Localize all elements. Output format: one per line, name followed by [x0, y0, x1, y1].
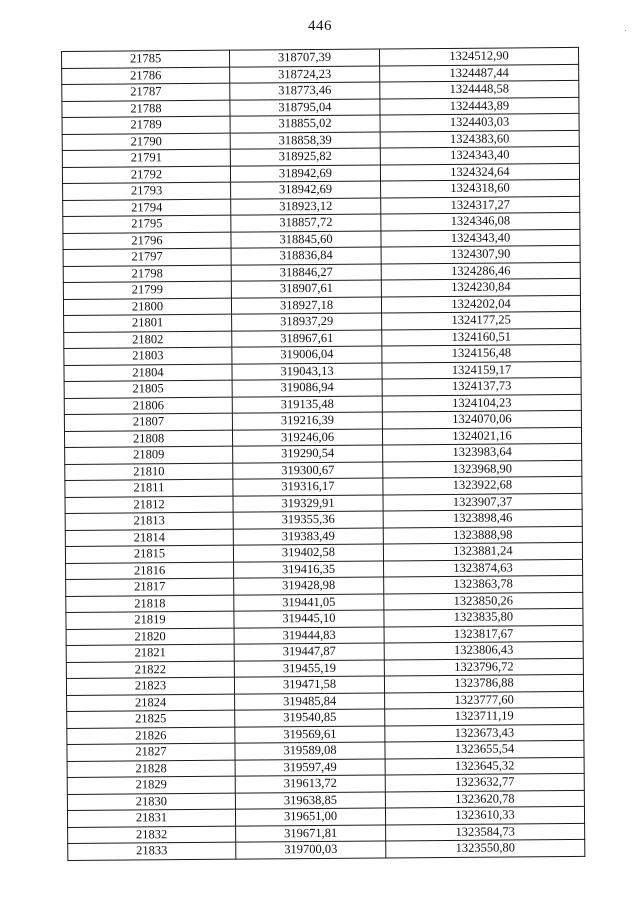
point-number-cell: 21797: [63, 248, 231, 266]
point-number-cell: 21815: [65, 545, 233, 563]
x-coordinate-cell: 319455,19: [234, 659, 384, 677]
y-coordinate-cell: 1324318,60: [381, 179, 580, 197]
x-coordinate-cell: 319216,39: [232, 412, 382, 430]
x-coordinate-cell: 319135,48: [232, 395, 382, 413]
x-coordinate-cell: 318925,82: [230, 148, 380, 166]
point-number-cell: 21798: [63, 265, 231, 283]
x-coordinate-cell: 319086,94: [232, 379, 382, 397]
y-coordinate-cell: 1323786,88: [384, 674, 583, 692]
point-number-cell: 21832: [68, 826, 236, 844]
point-number-cell: 21806: [64, 397, 232, 415]
point-number-cell: 21821: [66, 644, 234, 662]
point-number-cell: 21828: [67, 760, 235, 778]
x-coordinate-cell: 319485,84: [235, 692, 385, 710]
point-number-cell: 21801: [64, 314, 232, 332]
y-coordinate-cell: 1324307,90: [381, 245, 580, 263]
y-coordinate-cell: 1324137,73: [382, 377, 581, 395]
point-number-cell: 21804: [64, 364, 232, 382]
x-coordinate-cell: 319445,10: [234, 610, 384, 628]
x-coordinate-cell: 319700,03: [236, 841, 386, 859]
point-number-cell: 21833: [68, 842, 236, 860]
y-coordinate-cell: 1324070,06: [382, 410, 581, 428]
point-number-cell: 21823: [66, 677, 234, 695]
x-coordinate-cell: 319589,08: [235, 742, 385, 760]
y-coordinate-cell: 1323620,78: [385, 790, 584, 808]
point-number-cell: 21785: [62, 50, 230, 68]
x-coordinate-cell: 318858,39: [230, 131, 380, 149]
point-number-cell: 21803: [64, 347, 232, 365]
point-number-cell: 21829: [67, 776, 235, 794]
y-coordinate-cell: 1324156,48: [382, 344, 581, 362]
y-coordinate-cell: 1324159,17: [382, 361, 581, 379]
point-number-cell: 21822: [66, 661, 234, 679]
x-coordinate-cell: 318937,29: [232, 313, 382, 331]
x-coordinate-cell: 319597,49: [235, 758, 385, 776]
y-coordinate-cell: 1324324,64: [380, 163, 579, 181]
x-coordinate-cell: 318855,02: [230, 115, 380, 133]
point-number-cell: 21790: [62, 133, 230, 151]
y-coordinate-cell: 1324286,46: [381, 262, 580, 280]
y-coordinate-cell: 1324317,27: [381, 196, 580, 214]
point-number-cell: 21825: [67, 710, 235, 728]
point-number-cell: 21817: [66, 578, 234, 596]
y-coordinate-cell: 1323777,60: [385, 691, 584, 709]
point-number-cell: 21792: [62, 166, 230, 184]
y-coordinate-cell: 1323881,24: [383, 542, 582, 560]
y-coordinate-cell: 1323645,32: [385, 757, 584, 775]
x-coordinate-cell: 318857,72: [231, 214, 381, 232]
y-coordinate-cell: 1323888,98: [383, 526, 582, 544]
x-coordinate-cell: 319569,61: [235, 725, 385, 743]
x-coordinate-cell: 318923,12: [231, 197, 381, 215]
y-coordinate-cell: 1323968,90: [383, 460, 582, 478]
y-coordinate-cell: 1323922,68: [383, 476, 582, 494]
point-number-cell: 21802: [64, 331, 232, 349]
x-coordinate-cell: 319613,72: [235, 775, 385, 793]
y-coordinate-cell: 1323673,43: [385, 724, 584, 742]
point-number-cell: 21808: [64, 430, 232, 448]
x-coordinate-cell: 319651,00: [235, 808, 385, 826]
point-number-cell: 21826: [67, 727, 235, 745]
point-number-cell: 21786: [62, 67, 230, 85]
coordinates-table: [61, 47, 585, 861]
x-coordinate-cell: 318845,60: [231, 230, 381, 248]
x-coordinate-cell: 319471,58: [234, 676, 384, 694]
point-number-cell: 21799: [63, 281, 231, 299]
x-coordinate-cell: 319043,13: [232, 362, 382, 380]
point-number-cell: 21809: [65, 446, 233, 464]
x-coordinate-cell: 319329,91: [233, 494, 383, 512]
point-number-cell: 21827: [67, 743, 235, 761]
point-number-cell: 21800: [63, 298, 231, 316]
y-coordinate-cell: 1323550,80: [386, 839, 585, 857]
point-number-cell: 21807: [64, 413, 232, 431]
y-coordinate-cell: 1323655,54: [385, 740, 584, 758]
y-coordinate-cell: 1324443,89: [380, 97, 579, 115]
x-coordinate-cell: 319300,67: [233, 461, 383, 479]
y-coordinate-cell: 1324487,44: [380, 64, 579, 82]
y-coordinate-cell: 1323907,37: [383, 493, 582, 511]
y-coordinate-cell: 1324343,40: [381, 229, 580, 247]
x-coordinate-cell: 319416,35: [234, 560, 384, 578]
y-coordinate-cell: 1323806,43: [384, 641, 583, 659]
y-coordinate-cell: 1324448,58: [380, 80, 579, 98]
x-coordinate-cell: 319290,54: [233, 445, 383, 463]
point-number-cell: 21820: [66, 628, 234, 646]
point-number-cell: 21796: [63, 232, 231, 250]
y-coordinate-cell: 1324403,03: [380, 113, 579, 131]
x-coordinate-cell: 319246,06: [232, 428, 382, 446]
page-number: 446: [308, 18, 332, 34]
x-coordinate-cell: 319428,98: [234, 577, 384, 595]
x-coordinate-cell: 318795,04: [230, 98, 380, 116]
point-number-cell: 21818: [66, 595, 234, 613]
x-coordinate-cell: 318927,18: [231, 296, 381, 314]
y-coordinate-cell: 1323850,26: [384, 592, 583, 610]
x-coordinate-cell: 319383,49: [233, 527, 383, 545]
point-number-cell: 21813: [65, 512, 233, 530]
point-number-cell: 21830: [67, 793, 235, 811]
point-number-cell: 21816: [66, 562, 234, 580]
x-coordinate-cell: 318773,46: [230, 82, 380, 100]
y-coordinate-cell: 1324383,60: [380, 130, 579, 148]
x-coordinate-cell: 318836,84: [231, 247, 381, 265]
point-number-cell: 21794: [63, 199, 231, 217]
y-coordinate-cell: 1323796,72: [384, 658, 583, 676]
y-coordinate-cell: 1323835,80: [384, 608, 583, 626]
y-coordinate-cell: 1324343,40: [380, 146, 579, 164]
x-coordinate-cell: 319447,87: [234, 643, 384, 661]
point-number-cell: 21811: [65, 479, 233, 497]
y-coordinate-cell: 1323632,77: [385, 773, 584, 791]
x-coordinate-cell: 319444,83: [234, 626, 384, 644]
x-coordinate-cell: 318724,23: [230, 65, 380, 83]
x-coordinate-cell: 319355,36: [233, 511, 383, 529]
coordinates-table-body: [62, 47, 585, 860]
y-coordinate-cell: 1324346,08: [381, 212, 580, 230]
point-number-cell: 21793: [63, 182, 231, 200]
x-coordinate-cell: 319402,58: [233, 544, 383, 562]
point-number-cell: 21795: [63, 215, 231, 233]
x-coordinate-cell: 318846,27: [231, 263, 381, 281]
x-coordinate-cell: 319441,05: [234, 593, 384, 611]
point-number-cell: 21812: [65, 496, 233, 514]
y-coordinate-cell: 1324021,16: [382, 427, 581, 445]
table-row: [68, 839, 585, 860]
x-coordinate-cell: 319671,81: [236, 824, 386, 842]
point-number-cell: 21831: [67, 809, 235, 827]
x-coordinate-cell: 319006,04: [232, 346, 382, 364]
y-coordinate-cell: 1324104,23: [382, 394, 581, 412]
y-coordinate-cell: 1324177,25: [382, 311, 581, 329]
x-coordinate-cell: 318967,61: [232, 329, 382, 347]
y-coordinate-cell: 1324202,04: [381, 295, 580, 313]
y-coordinate-cell: 1324230,84: [381, 278, 580, 296]
y-coordinate-cell: 1323610,33: [385, 806, 584, 824]
point-number-cell: 21789: [62, 116, 230, 134]
x-coordinate-cell: 319638,85: [235, 791, 385, 809]
y-coordinate-cell: 1323898,46: [383, 509, 582, 527]
x-coordinate-cell: 319316,17: [233, 478, 383, 496]
point-number-cell: 21810: [65, 463, 233, 481]
point-number-cell: 21788: [62, 100, 230, 118]
y-coordinate-cell: 1323711,19: [385, 707, 584, 725]
x-coordinate-cell: 319540,85: [235, 709, 385, 727]
point-number-cell: 21805: [64, 380, 232, 398]
y-coordinate-cell: 1323983,64: [383, 443, 582, 461]
point-number-cell: 21814: [65, 529, 233, 547]
point-number-cell: 21787: [62, 83, 230, 101]
y-coordinate-cell: 1323874,63: [384, 559, 583, 577]
y-coordinate-cell: 1324160,51: [382, 328, 581, 346]
x-coordinate-cell: 318942,69: [231, 181, 381, 199]
x-coordinate-cell: 318707,39: [229, 49, 379, 67]
x-coordinate-cell: 318907,61: [231, 280, 381, 298]
scan-mark: [625, 30, 626, 31]
y-coordinate-cell: 1323863,78: [384, 575, 583, 593]
x-coordinate-cell: 318942,69: [230, 164, 380, 182]
y-coordinate-cell: 1323584,73: [386, 823, 585, 841]
y-coordinate-cell: 1324512,90: [379, 47, 578, 65]
point-number-cell: 21791: [62, 149, 230, 167]
point-number-cell: 21819: [66, 611, 234, 629]
y-coordinate-cell: 1323817,67: [384, 625, 583, 643]
point-number-cell: 21824: [67, 694, 235, 712]
